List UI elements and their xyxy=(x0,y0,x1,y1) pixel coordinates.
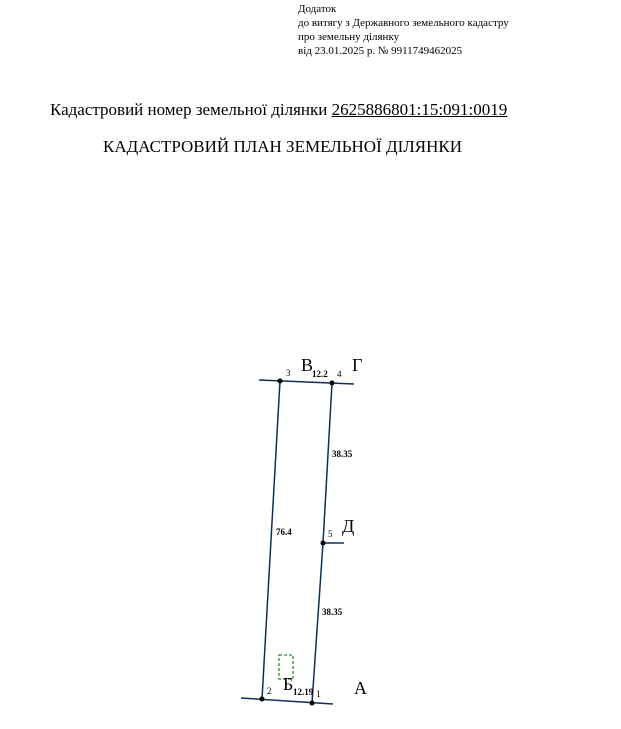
point-label-1: 1 xyxy=(316,689,321,699)
top-boundary-line xyxy=(259,380,354,384)
right-boundary-lower-line xyxy=(312,543,323,703)
annex-subject: про земельну ділянку xyxy=(298,31,400,43)
right-boundary-upper-line xyxy=(323,383,332,543)
point-label-2: 2 xyxy=(267,686,272,696)
annex-date-number: від 23.01.2025 р. № 9911749462025 xyxy=(298,45,463,57)
vertex-4 xyxy=(330,381,335,386)
plan-title: КАДАСТРОВИЙ ПЛАН ЗЕМЕЛЬНОЇ ДІЛЯНКИ xyxy=(103,137,463,156)
neighbor-label-b: Б xyxy=(283,674,294,694)
length-top: 12.2 xyxy=(312,369,328,379)
annex-title: Додаток xyxy=(298,3,337,15)
vertex-2 xyxy=(260,697,265,702)
vertex-1 xyxy=(310,701,315,706)
length-left: 76.4 xyxy=(276,527,292,537)
point-label-5: 5 xyxy=(328,529,333,539)
length-right-upper: 38.35 xyxy=(332,449,353,459)
cadastral-number: 2625886801:15:091:0019 xyxy=(331,100,508,119)
vertex-5 xyxy=(321,541,326,546)
neighbor-label-d: Д xyxy=(342,516,355,536)
neighbor-label-v: В xyxy=(301,355,314,375)
length-right-lower: 38.35 xyxy=(322,607,343,617)
point-label-4: 4 xyxy=(337,369,342,379)
cadastral-label: Кадастровий номер земельної ділянки xyxy=(50,100,328,119)
left-boundary-line xyxy=(262,381,280,699)
length-bottom: 12.19 xyxy=(293,687,314,697)
vertex-3 xyxy=(278,379,283,384)
neighbor-label-a: А xyxy=(354,678,367,698)
annex-subtitle: до витягу з Державного земельного кадастру xyxy=(298,17,509,29)
neighbor-label-g: Г xyxy=(352,355,363,375)
point-label-3: 3 xyxy=(286,368,291,378)
